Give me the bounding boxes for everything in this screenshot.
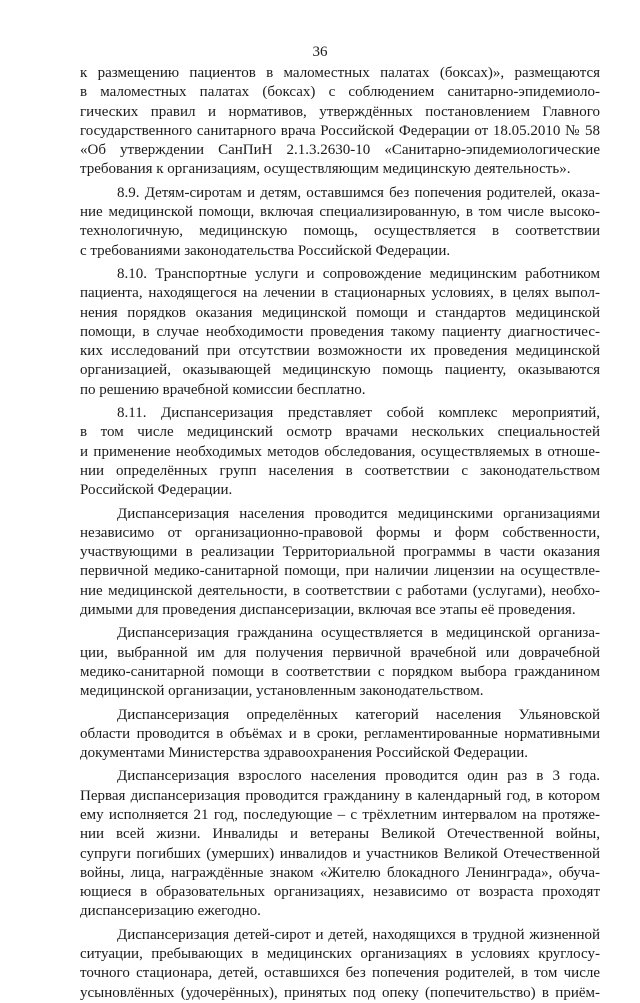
paragraph (80, 184, 600, 261)
text-line: точного стационара, детей, оставшихся без попечения родителей, в том числе (80, 965, 600, 982)
text-line: ние медицинской помощи, включая специализированную, в том числе высоко- (80, 204, 600, 221)
text-line: с требованиями законодательства Российской Федерации. (80, 242, 451, 259)
paragraph (80, 767, 600, 921)
text-line: пациента, находящегося на лечении в стационарных условиях, в целях выпол- (80, 285, 600, 302)
text-line: организацией, оказывающей медицинскую помощь пациенту, оказываются (80, 362, 600, 379)
paragraph (80, 706, 600, 764)
text-line: в маломестных палатах (боксах) с соблюдением санитарно-эпидемиоло- (80, 84, 600, 101)
text-line: Диспансеризация населения проводится медицинскими организациями (117, 505, 600, 522)
text-line: гических правил и нормативов, утверждённых постановлением Главного (80, 103, 600, 120)
text-line: ции, выбранной им для получения первичной врачебной или доврачебной (80, 644, 600, 661)
text-line: области проводится в объёмах и в сроки, регламентированные нормативными (80, 725, 600, 742)
text-line: диспансеризацию ежегодно. (80, 903, 261, 920)
paragraph (80, 404, 600, 500)
text-line: ющиеся в образовательных организациях, независимо от возраста проходят (80, 884, 600, 901)
text-line: нии определённых групп населения в соответствии с законодательством (80, 462, 600, 479)
paragraph (80, 505, 600, 621)
text-line: документами Министерства здравоохранения Российской Федерации. (80, 745, 529, 762)
text-line: технологичную, медицинскую помощь, осуществляется в соответствии (80, 223, 600, 240)
text-line: Российской Федерации. (80, 482, 233, 499)
text-line: по решению врачебной комиссии бесплатно. (80, 381, 366, 398)
text-line: и применение необходимых методов обследования, осуществляемых в отноше- (80, 443, 600, 460)
text-line: помощи, в случае необходимости проведения такому пациенту диагностичес- (80, 323, 600, 340)
text-line: димыми для проведения диспансеризации, включая все этапы её проведения. (80, 602, 576, 619)
text-line: медико-санитарной помощи в соответствии с порядком выбора гражданином (80, 663, 600, 680)
text-line: ему исполняется 21 год, последующие – с трёхлетним интервалом на протяже- (80, 806, 600, 823)
text-line: нии всей жизни. Инвалиды и ветераны Великой Отечественной войны, (80, 826, 600, 843)
text-line: медицинской организации, установленным законодательством. (80, 683, 484, 700)
paragraph (80, 64, 600, 180)
document-body (80, 64, 600, 1003)
text-line: усыновлённых (удочерённых), принятых под опеку (попечительство) в приём- (80, 984, 600, 1001)
text-line: супруги погибших (умерших) инвалидов и участников Великой Отечественной (80, 845, 600, 862)
text-line: 8.11. Диспансеризация представляет собой комплекс мероприятий, (117, 405, 600, 422)
paragraph (80, 265, 600, 400)
text-line: ких исследований при отсутствии возможности их проведения медицинской (80, 343, 600, 360)
text-line: государственного санитарного врача Российской Федерации от 18.05.2010 № 58 (80, 122, 600, 139)
paragraph (80, 926, 600, 1003)
text-line: Диспансеризация гражданина осуществляется в медицинской организа- (117, 625, 600, 642)
text-line: 8.10. Транспортные услуги и сопровождение медицинским работником (117, 265, 600, 282)
text-line: Диспансеризация определённых категорий населения Ульяновской (117, 706, 600, 723)
text-line: ситуации, пребывающих в медицинских организациях в условиях круглосу- (80, 946, 600, 963)
text-line: в том числе медицинский осмотр врачами нескольких специальностей (80, 424, 600, 441)
text-line: Диспансеризация детей-сирот и детей, находящихся в трудной жизненной (117, 926, 600, 943)
paragraph (80, 624, 600, 701)
text-line: Диспансеризация взрослого населения проводится один раз в 3 года. (117, 768, 600, 785)
text-line: «Об утверждении СанПиН 2.1.3.2630-10 «Санитарно-эпидемиологические (80, 142, 600, 159)
text-line: ние медицинской деятельности, в соответствии с работами (услугами), необхо- (80, 582, 600, 599)
text-line: нения порядков оказания медицинской помощи и стандартов медицинской (80, 304, 600, 321)
text-line: требования к организациям, осуществляющим медицинскую деятельность». (80, 161, 571, 178)
text-line: участвующими в реализации Территориальной программы в части оказания (80, 544, 600, 561)
text-line: войны, лица, награждённые знаком «Жителю блокадного Ленинграда», обуча- (80, 864, 600, 881)
text-line: Первая диспансеризация проводится гражданину в календарный год, в котором (80, 787, 600, 804)
text-line: 8.9. Детям-сиротам и детям, оставшимся без попечения родителей, оказа- (117, 184, 600, 201)
text-line: независимо от организационно-правовой формы и форм собственности, (80, 524, 600, 541)
text-line: к размещению пациентов в маломестных палатах (боксах)», размещаются (80, 65, 600, 81)
page-number: 36 (312, 44, 328, 60)
text-line: первичной медико-санитарной помощи, при наличии лицензии на осуществле- (80, 563, 600, 580)
